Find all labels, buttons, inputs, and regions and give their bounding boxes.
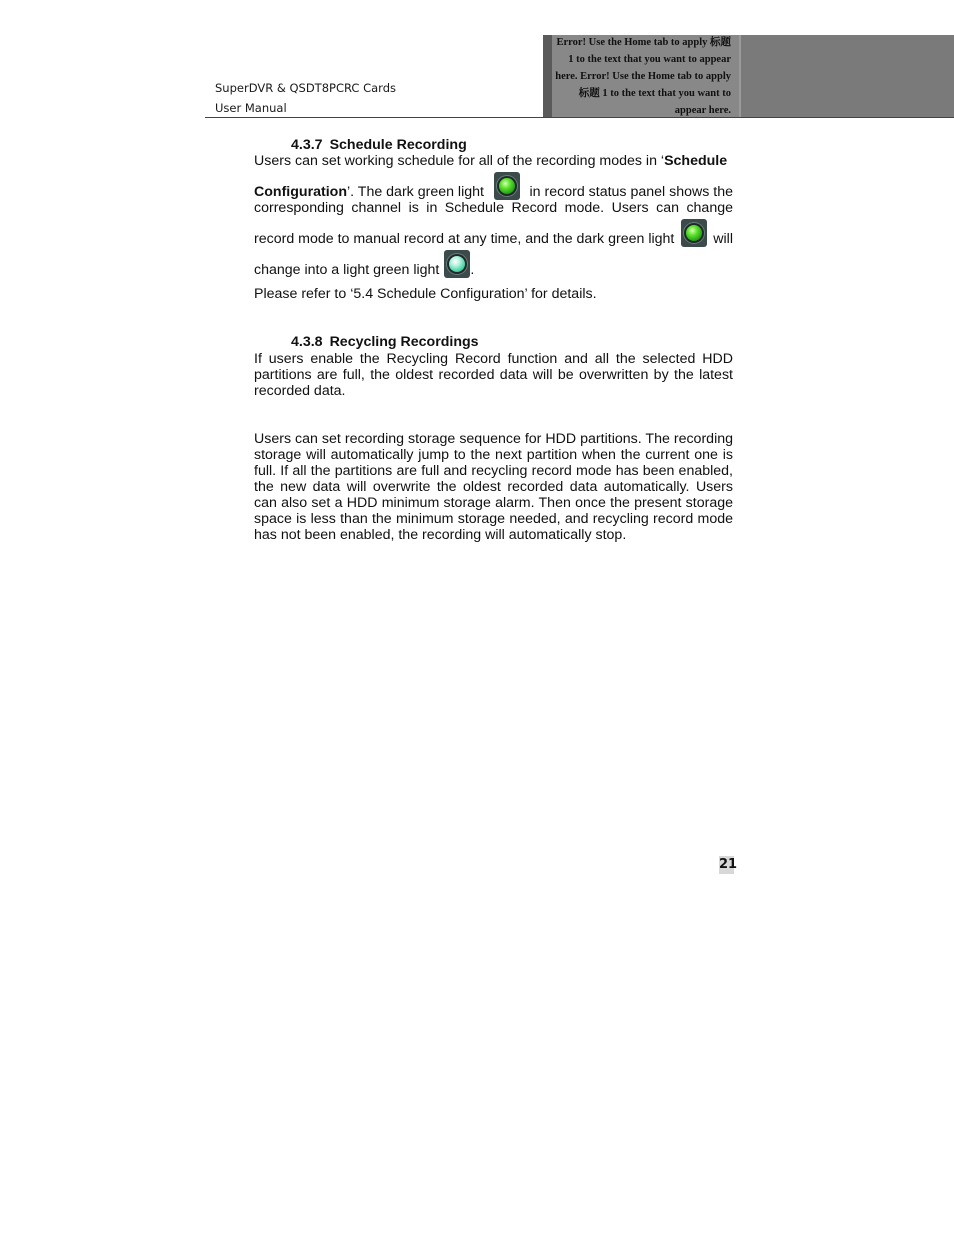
page-number: 21 [719, 857, 738, 872]
bold-text-schedule: Schedule [664, 153, 728, 169]
text-run: change into a light green light [254, 262, 440, 278]
paragraph-line [254, 168, 733, 200]
document-header [215, 78, 396, 118]
paragraph-line [254, 153, 733, 169]
header-title: SuperDVR & QSDT8PCRC Cards [215, 81, 396, 95]
paragraph-line [254, 215, 733, 247]
text-run: ’. The dark green light [347, 184, 484, 200]
section-heading-437 [291, 137, 467, 153]
text-run: corresponding channel is in Schedule Record mode. Users can change [254, 200, 733, 216]
dark-green-light-icon [681, 219, 707, 247]
paragraph-line [254, 200, 733, 216]
text-run: Users can set working schedule for all of the recording modes in ‘ [254, 153, 665, 169]
header-subtitle: User Manual [215, 101, 287, 115]
header-error-text: Error! Use the Home tab to apply 标题 1 to the text that you want to appear here. Error! Use the Home tab to apply 标题 1 to the text that you want to appear here. [555, 37, 731, 116]
text-run: record mode to manual record at any time, and the dark green light [254, 231, 675, 247]
section-heading-438 [291, 334, 479, 350]
header-box-stripe [543, 35, 552, 117]
paragraph-refer: Please refer to ‘5.4 Schedule Configuration’ for details. [254, 286, 597, 302]
light-green-light-icon [444, 250, 470, 278]
header-box-edge [739, 35, 741, 117]
bold-text-configuration: Configuration [254, 184, 347, 200]
text-run: in record status panel shows the [529, 184, 733, 200]
section-number: 4.3.7 [291, 137, 323, 153]
header-divider [205, 117, 954, 118]
paragraph-storage: Users can set recording storage sequence for HDD partitions. The recording storage will automatically jump to the next partition when the current one is full. If all the partitions are full and recycling record mode has been enabled, the new data will overwrite the oldest recorded data automatically. Users can also set a HDD minimum storage alarm. Then once the present storage space is less than the minimum storage needed, and recycling record mode has not been enabled, the recording will automatically stop. [254, 431, 733, 543]
dark-green-light-icon [494, 172, 520, 200]
text-run: will [713, 231, 733, 247]
section-title: Recycling Recordings [329, 334, 479, 350]
paragraph-line [254, 246, 733, 278]
section-title: Schedule Recording [329, 137, 467, 153]
section-number: 4.3.8 [291, 334, 323, 350]
text-run: . [470, 262, 475, 278]
paragraph-recycling: If users enable the Recycling Record function and all the selected HDD partitions are full, the oldest recorded data will be overwritten by the latest recorded data. [254, 351, 733, 399]
